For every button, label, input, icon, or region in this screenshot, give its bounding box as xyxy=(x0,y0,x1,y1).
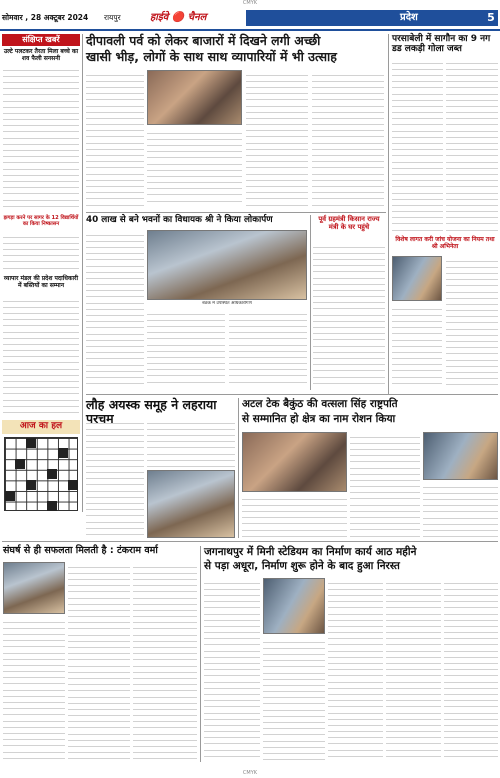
main-story-col4 xyxy=(312,70,384,210)
iron-team-photo xyxy=(147,470,235,538)
award-winner-photo xyxy=(423,432,498,480)
main-headline-line2: खासी भीड़, लोगों के साथ साथ व्यापारियों में भी उत्साह xyxy=(86,49,337,64)
middle-divider xyxy=(86,394,498,395)
president-award-photo xyxy=(242,432,347,492)
masthead xyxy=(0,8,500,28)
bottom-divider xyxy=(200,546,201,762)
success-headline: संघर्ष से ही सफलता मिलती है : टंकराम वर्मा xyxy=(3,545,158,556)
page-number: 5 xyxy=(484,10,498,26)
city-name: रायपुर xyxy=(104,13,121,22)
right-subheadline: विशेष लागत करी जांच योजना का नियम तथा श्री अभिनेता xyxy=(395,236,495,250)
purv-headline: पूर्व ग्रहमंत्री किसान राज्य मंत्री के घर पहुंचे xyxy=(318,215,380,231)
main-story-col2 xyxy=(147,128,242,210)
success-photo xyxy=(3,562,65,614)
brief1b-body xyxy=(3,232,79,272)
inauguration-photo xyxy=(147,230,307,300)
right-col4 xyxy=(392,304,442,391)
puzzle-title: आज का हल xyxy=(19,421,63,431)
stadium-headline-line1: जगनाथपुर में मिनी स्टेडियम का निर्माण कार्य आठ महीने xyxy=(204,546,417,558)
masthead-rule xyxy=(0,29,500,31)
stadium-col2 xyxy=(263,637,325,762)
right-col3 xyxy=(446,256,498,391)
stadium-photo xyxy=(263,578,325,634)
iron-col2 xyxy=(147,418,235,468)
stadium-col4 xyxy=(386,578,441,762)
success-col0 xyxy=(3,617,65,762)
atal-divider xyxy=(238,398,239,538)
lower-divider xyxy=(2,541,498,542)
stadium-col3 xyxy=(328,578,383,762)
column-divider xyxy=(82,34,83,512)
brief1-title: उल्टे पलटकर तैरता मिला बच्चे का शव फैली सनसनी xyxy=(3,48,79,62)
houses-col2 xyxy=(147,309,225,389)
section-title: प्रदेश xyxy=(400,12,418,23)
purv-body xyxy=(313,242,385,390)
market-crowd-photo xyxy=(147,70,242,125)
top-cmyk-mark: CMYK xyxy=(242,0,258,6)
atal-col2 xyxy=(350,432,420,538)
right-column-divider xyxy=(388,34,389,394)
stadium-headline-line2: से पड़ा अधूरा, निर्माण शुरू होने के बाद हुआ निरस्त xyxy=(204,560,400,572)
atal-headline-line1: अटल टेक बैकुंठ की वत्सला सिंह राष्ट्रपति xyxy=(242,398,398,410)
right-col1 xyxy=(392,58,443,233)
brief1-body xyxy=(3,65,79,210)
atal-col3 xyxy=(423,482,498,538)
crossword-grid xyxy=(4,437,78,511)
main-story-col1 xyxy=(86,70,144,210)
main-story-col3 xyxy=(246,70,308,210)
briefs-box-title: संक्षिप्त खबरें xyxy=(2,34,80,46)
bottom-cmyk-mark: CMYK xyxy=(242,770,258,776)
success-col2 xyxy=(133,562,197,762)
iron-col1 xyxy=(86,418,144,538)
iron-headline: लौह अयस्क समूह ने लहराया परचम xyxy=(86,397,217,427)
brief2-body xyxy=(3,296,79,416)
side-divider xyxy=(310,215,311,390)
brief1-subhead: झगड़ा करने पर सागर के 12 विद्यार्थियों का किया निष्कासन xyxy=(3,215,79,227)
date-line: सोमवार , 28 अक्टूबर 2024 xyxy=(2,13,89,22)
right-col2 xyxy=(446,58,498,233)
atal-headline-line2: से सम्मानित हो क्षेत्र का नाम रोशन किया xyxy=(242,413,396,425)
atal-col1 xyxy=(242,494,347,538)
houses-col1 xyxy=(86,230,144,390)
stadium-col5 xyxy=(444,578,498,762)
brief2-title: व्यापार मंडल की प्रदेश पदाधिकारी में बस्तियों का सम्मान xyxy=(3,275,79,289)
story-divider xyxy=(86,212,386,213)
houses-caption: बैठक में उपस्थित अधिकारीगण xyxy=(202,301,252,306)
main-headline-line1: दीपावली पर्व को लेकर बाजारों में दिखने लगी अच्छी xyxy=(86,33,321,48)
success-col1 xyxy=(68,562,130,762)
houses-headline: 40 लाख से बने भवनों का विधायक श्री ने किया लोकार्पण xyxy=(86,215,273,225)
right-portrait-photo xyxy=(392,256,442,301)
stadium-col1 xyxy=(204,578,260,762)
houses-col3 xyxy=(229,309,307,389)
right-headline: परसाबेली में सागौन का 9 नग डड लकड़ी गोला जब्त xyxy=(392,34,491,55)
brand-logo: हाईवे 🔴 चैनल xyxy=(150,12,207,23)
